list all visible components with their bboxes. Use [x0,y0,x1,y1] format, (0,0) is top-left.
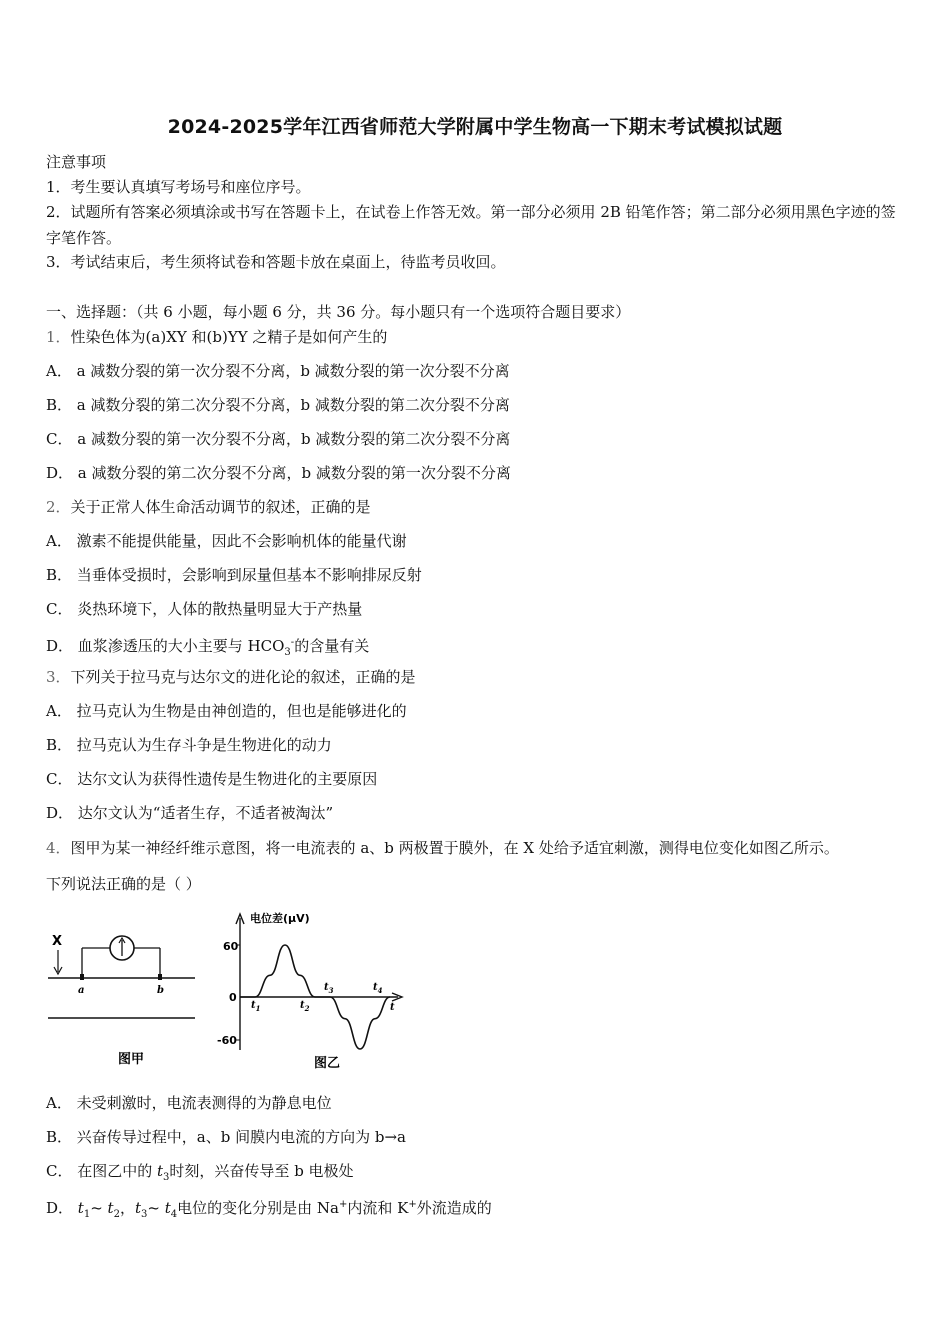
q1-option-d[interactable]: D． a 减数分裂的第二次分裂不分离，b 减数分裂的第一次分裂不分离 [46,464,511,482]
tilde: ~ [147,1199,165,1217]
question-4-stem-cont: 下列说法正确的是（ ） [46,875,201,893]
figure-left-label: 图甲 [118,1052,145,1067]
q3-option-b[interactable]: B． 拉马克认为生存斗争是生物进化的动力 [46,736,332,754]
q1-option-b[interactable]: B． a 减数分裂的第二次分裂不分离，b 减数分裂的第二次分裂不分离 [46,396,510,414]
figure-left [48,934,195,1067]
question-4-stem [46,838,839,858]
question-number: 2． [46,498,71,516]
subscript: 3 [141,1209,148,1220]
option-text: 外流造成的 [416,1199,492,1217]
subscript: 1 [83,1209,91,1220]
italic-t: t [157,1162,164,1180]
superscript: - [290,637,295,648]
b-mark: b [157,985,164,996]
notice-item-3: 3．考试结束后，考生须将试卷和答题卡放在桌面上，待监考员收回。 [46,253,506,271]
subscript: 2 [113,1209,120,1220]
t3-label: $t_3$ [324,982,334,995]
figure-right [217,911,402,1071]
subscript: 3 [284,647,291,658]
subscript: 4 [170,1209,178,1220]
option-text: 时刻，兴奋传导至 b 电极处 [169,1162,354,1180]
q2-option-a[interactable]: A． 激素不能提供能量，因此不会影响机体的能量代谢 [46,532,407,550]
question-text: 下列关于拉马克与达尔文的进化论的叙述，正确的是 [70,668,416,686]
q2-option-b[interactable]: B． 当垂体受损时，会影响到尿量但基本不影响排尿反射 [46,566,422,584]
notice-item-2: 2．试题所有答案必须填涂或书写在答题卡上，在试卷上作答无效。第一部分必须用 2B 铅笔作答；第二部分必须用黑色字迹的签字笔作答。 [46,203,896,247]
option-text: D． 血浆渗透压的大小主要与 HCO [46,637,285,655]
q2-option-d[interactable] [46,633,369,663]
t4-label: $t_4$ [373,982,383,995]
q2-option-c[interactable]: C． 炎热环境下，人体的散热量明显大于产热量 [46,600,363,618]
notice-item-1: 1．考生要认真填写考场号和座位序号。 [46,178,311,196]
x-mark: X [52,934,63,949]
question-text: 性染色体为(a)XY 和(b)YY 之精子是如何产生的 [70,328,388,346]
q3-option-d[interactable]: D． 达尔文认为“适者生存，不适者被淘汰” [46,804,334,822]
question-text: 图甲为某一神经纤维示意图，将一电流表的 a、b 两极置于膜外，在 X 处给予适宜刺激，测得电位变化如图乙所示。 [70,839,839,857]
italic-t: t [164,1199,171,1217]
question-3-stem [46,667,416,687]
section-heading: 一、选择题：（共 6 小题，每小题 6 分，共 36 分。每小题只有一个选项符合题目要求） [46,303,631,321]
option-text: 内流和 K [347,1199,409,1217]
electrode-b [158,974,162,980]
question-number: 4． [46,839,71,857]
t-axis-label: t [390,1002,395,1013]
page-title: 2024-2025学年江西省师范大学附属中学生物高一下期末考试模拟试题 [167,116,783,138]
question-number: 1． [46,328,71,346]
q4-option-c[interactable] [46,1161,354,1188]
a-mark: a [78,985,85,996]
italic-t: t [107,1199,114,1217]
option-text: D． [46,1199,78,1217]
q1-option-c[interactable]: C． a 减数分裂的第一次分裂不分离，b 减数分裂的第二次分裂不分离 [46,430,511,448]
q4-option-d[interactable] [46,1195,492,1225]
y-tick-neg60: -60 [217,1034,237,1047]
superscript: + [408,1199,417,1210]
q4-option-b[interactable]: B． 兴奋传导过程中，a、b 间膜内电流的方向为 b→a [46,1128,406,1146]
q3-option-a[interactable]: A． 拉马克认为生物是由神创造的，但也是能够进化的 [46,702,407,720]
option-text: C． 在图乙中的 [46,1162,158,1180]
question-1-stem [46,327,387,347]
question-2-stem [46,497,371,517]
italic-t: t [77,1199,84,1217]
electrode-a [80,974,84,980]
figure-right-label: 图乙 [314,1056,341,1071]
t1-label: $t_1$ [251,1000,261,1013]
question-number: 3． [46,668,71,686]
figure-neuron-potential [40,900,420,1080]
figure-svg [40,900,420,1080]
question-text: 关于正常人体生命活动调节的叙述，正确的是 [70,498,371,516]
y-tick-60: 60 [223,940,239,953]
t2-label: $t_2$ [300,1000,310,1013]
q4-option-a[interactable]: A． 未受刺激时，电流表测得的为静息电位 [46,1094,332,1112]
y-tick-0: 0 [229,991,237,1004]
tilde: ~ [90,1199,108,1217]
q1-option-a[interactable]: A． a 减数分裂的第一次分裂不分离，b 减数分裂的第一次分裂不分离 [46,362,510,380]
option-text: 的含量有关 [294,637,370,655]
q3-option-c[interactable]: C． 达尔文认为获得性遗传是生物进化的主要原因 [46,770,378,788]
subscript: 3 [163,1172,170,1183]
superscript: + [338,1199,348,1210]
option-text: 电位的变化分别是由 Na [177,1199,339,1217]
italic-t: t [134,1199,141,1217]
y-axis-label: 电位差(μV) [250,912,310,925]
notice-heading: 注意事项 [46,153,107,171]
comma: ， [119,1199,135,1217]
